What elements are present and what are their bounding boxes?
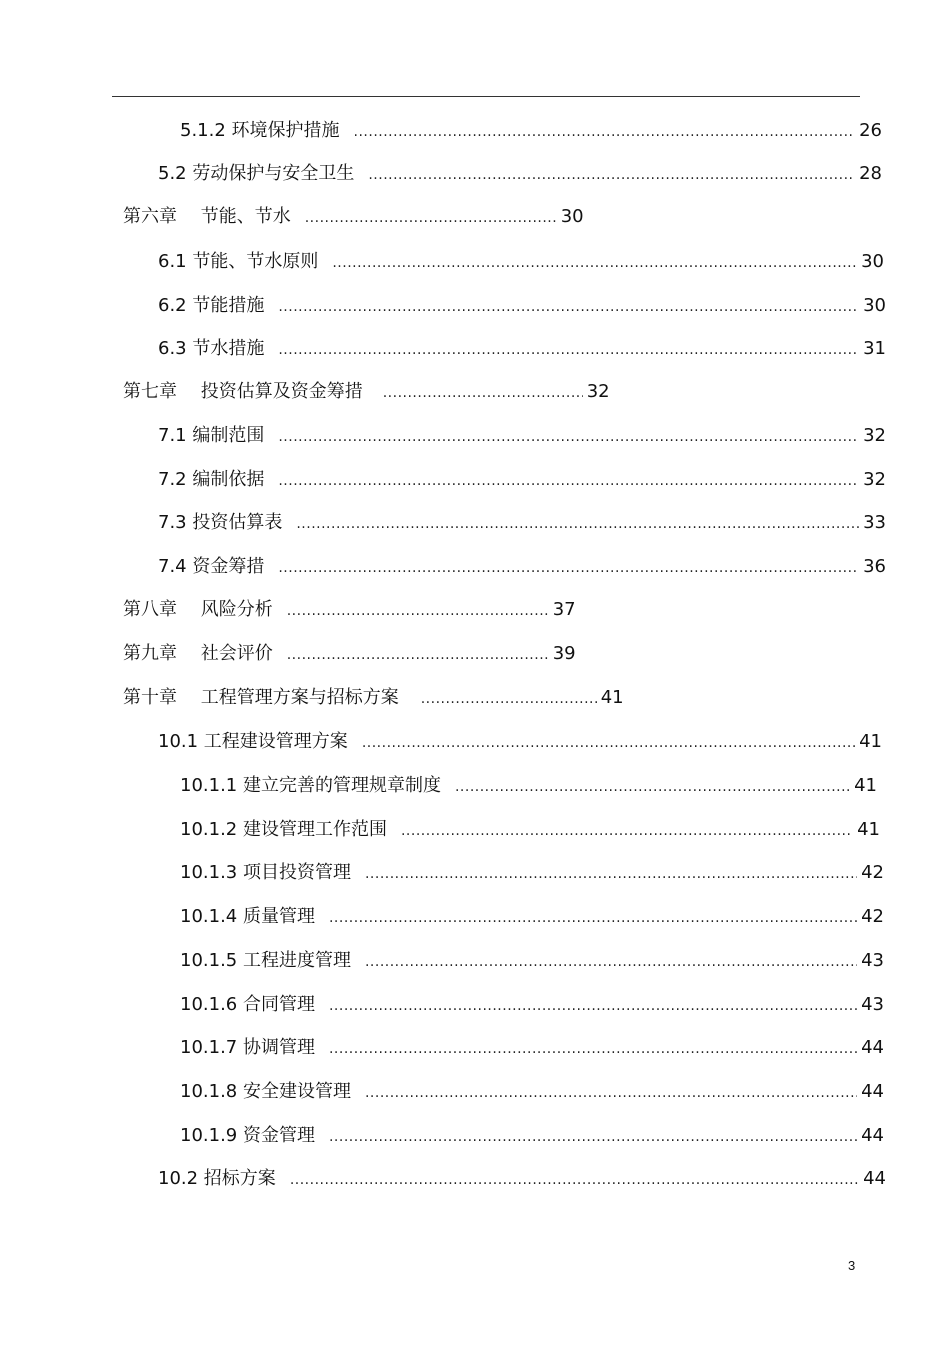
- toc-leader: [278, 294, 859, 320]
- toc-leader: [354, 119, 856, 145]
- header-rule: [112, 96, 860, 97]
- toc-leader: [365, 1080, 857, 1106]
- toc-page: 32: [863, 425, 886, 446]
- toc-title: 10.1.9 资金管理: [180, 1125, 315, 1146]
- toc-page: 43: [861, 994, 884, 1015]
- toc-chapter[interactable]: [123, 379, 663, 405]
- toc-page: 33: [863, 512, 886, 533]
- toc-page: 44: [861, 1037, 884, 1058]
- toc-entry[interactable]: [158, 161, 882, 187]
- toc-page: 32: [586, 381, 610, 402]
- toc-title: 10.1.8 安全建设管理: [180, 1081, 351, 1102]
- toc-page: 44: [861, 1081, 884, 1102]
- toc-leader: [287, 642, 549, 668]
- toc-page: 28: [859, 163, 882, 184]
- toc-page: 43: [861, 950, 884, 971]
- toc-leader: [305, 205, 557, 231]
- toc-entry[interactable]: [180, 118, 882, 144]
- toc-page: 41: [600, 687, 624, 708]
- toc-chapter[interactable]: [123, 685, 683, 711]
- toc-title: 10.1.5 工程进度管理: [180, 950, 351, 971]
- toc-chapter[interactable]: [123, 204, 623, 230]
- toc-title: 10.1.4 质量管理: [180, 906, 315, 927]
- toc-entry[interactable]: [158, 554, 886, 580]
- toc-chapter[interactable]: [123, 641, 603, 667]
- toc-page: 26: [859, 120, 882, 141]
- toc-title: 6.2 节能措施: [158, 295, 265, 316]
- toc-entry[interactable]: [158, 729, 882, 755]
- toc-entry[interactable]: [158, 249, 884, 275]
- toc-title: 5.2 劳动保护与安全卫生: [158, 163, 355, 184]
- toc-entry[interactable]: [180, 904, 884, 930]
- toc-leader: [362, 730, 855, 756]
- toc-title: 5.1.2 环境保护措施: [180, 120, 340, 141]
- toc-leader: [401, 818, 853, 844]
- toc-leader: [421, 686, 597, 712]
- toc-entry[interactable]: [180, 773, 877, 799]
- toc-entry[interactable]: [158, 467, 886, 493]
- toc-page: 39: [552, 643, 576, 664]
- toc-entry[interactable]: [158, 510, 886, 536]
- toc-page: 41: [859, 731, 882, 752]
- toc-title: 第九章 社会评价: [123, 643, 273, 664]
- toc-title: 10.1.3 项目投资管理: [180, 862, 351, 883]
- toc-page: 41: [857, 819, 880, 840]
- toc-entry[interactable]: [180, 948, 884, 974]
- toc-leader: [365, 949, 857, 975]
- toc-leader: [368, 162, 855, 188]
- toc-leader: [278, 468, 859, 494]
- toc-page: 37: [552, 599, 576, 620]
- toc-entry[interactable]: [158, 1166, 886, 1192]
- toc-entry[interactable]: [180, 992, 884, 1018]
- toc-title: 第七章 投资估算及资金筹措: [123, 381, 363, 402]
- toc-page: 32: [863, 469, 886, 490]
- toc-entry[interactable]: [158, 293, 886, 319]
- toc-leader: [278, 424, 859, 450]
- toc-title: 10.1.6 合同管理: [180, 994, 315, 1015]
- toc-title: 6.3 节水措施: [158, 338, 265, 359]
- toc-page: 30: [560, 206, 584, 227]
- toc-title: 10.1.1 建立完善的管理规章制度: [180, 775, 441, 796]
- toc-title: 7.4 资金筹措: [158, 556, 265, 577]
- toc-leader: [383, 380, 583, 406]
- toc-page: 31: [863, 338, 886, 359]
- toc-title: 7.1 编制范围: [158, 425, 265, 446]
- toc-chapter[interactable]: [123, 597, 603, 623]
- toc-leader: [287, 598, 549, 624]
- toc-entry[interactable]: [180, 860, 884, 886]
- toc-entry[interactable]: [158, 336, 886, 362]
- toc-title: 第八章 风险分析: [123, 599, 273, 620]
- toc-page: 30: [863, 295, 886, 316]
- toc-page: 44: [863, 1168, 886, 1189]
- toc-leader: [329, 993, 857, 1019]
- toc-page: 44: [861, 1125, 884, 1146]
- toc-entry[interactable]: [180, 1079, 884, 1105]
- toc-leader: [329, 905, 857, 931]
- toc-entry[interactable]: [158, 423, 886, 449]
- toc-title: 10.2 招标方案: [158, 1168, 276, 1189]
- toc-title: 第六章 节能、节水: [123, 206, 291, 227]
- toc-leader: [296, 511, 859, 537]
- toc-leader: [455, 774, 850, 800]
- toc-leader: [278, 555, 859, 581]
- toc-title: 6.1 节能、节水原则: [158, 251, 319, 272]
- toc-title: 10.1.7 协调管理: [180, 1037, 315, 1058]
- toc-leader: [329, 1036, 857, 1062]
- toc-page: 30: [861, 251, 884, 272]
- toc-title: 7.2 编制依据: [158, 469, 265, 490]
- toc-page: 42: [861, 862, 884, 883]
- toc-page: 42: [861, 906, 884, 927]
- toc-title: 10.1 工程建设管理方案: [158, 731, 348, 752]
- toc-leader: [332, 250, 857, 276]
- toc-title: 7.3 投资估算表: [158, 512, 283, 533]
- toc-page: 36: [863, 556, 886, 577]
- toc-entry[interactable]: [180, 1123, 884, 1149]
- toc-entry[interactable]: [180, 817, 880, 843]
- toc-leader: [365, 861, 857, 887]
- toc-leader: [290, 1167, 859, 1193]
- toc-leader: [329, 1124, 857, 1150]
- toc-entry[interactable]: [180, 1035, 884, 1061]
- page-number: 3: [848, 1258, 856, 1273]
- toc-title: 10.1.2 建设管理工作范围: [180, 819, 387, 840]
- toc-leader: [278, 337, 859, 363]
- toc-title: 第十章 工程管理方案与招标方案: [123, 687, 399, 708]
- toc-page: 41: [854, 775, 877, 796]
